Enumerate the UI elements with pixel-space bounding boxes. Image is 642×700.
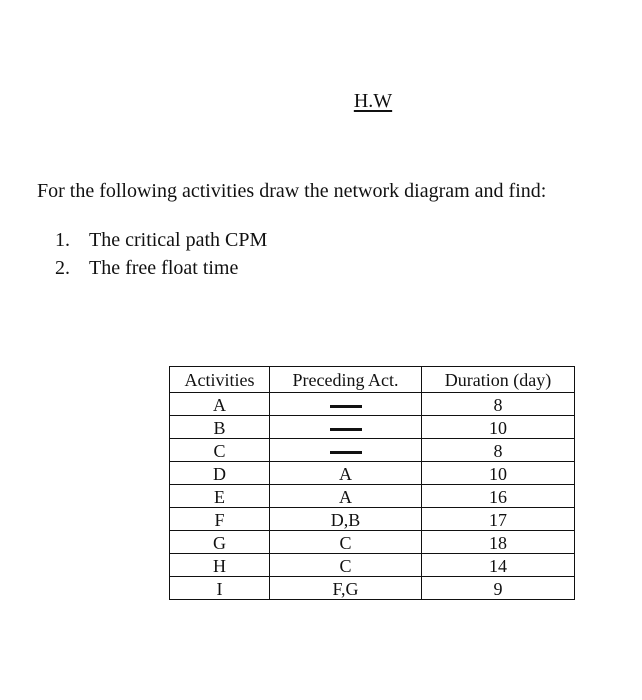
duration-cell: 10 — [422, 416, 575, 439]
task-list — [55, 226, 267, 282]
list-item-text: The critical path CPM — [89, 229, 268, 251]
activity-cell: C — [170, 439, 270, 462]
activity-cell: F — [170, 508, 270, 531]
table-row — [170, 416, 575, 439]
preceding-cell: D,B — [270, 508, 422, 531]
duration-cell: 10 — [422, 462, 575, 485]
activity-table — [169, 366, 575, 600]
column-header-activities: Activities — [170, 367, 270, 393]
activity-cell: B — [170, 416, 270, 439]
column-header-duration: Duration (day) — [422, 367, 575, 393]
duration-cell: 8 — [422, 439, 575, 462]
list-item — [55, 226, 267, 254]
preceding-cell: C — [270, 531, 422, 554]
preceding-cell: A — [270, 485, 422, 508]
preceding-cell — [270, 393, 422, 416]
activity-cell: E — [170, 485, 270, 508]
preceding-cell: A — [270, 462, 422, 485]
table-header-row — [170, 367, 575, 393]
table-row — [170, 485, 575, 508]
table-row — [170, 531, 575, 554]
list-item-number: 2. — [55, 257, 70, 279]
list-item-text: The free float time — [89, 257, 239, 279]
duration-cell: 16 — [422, 485, 575, 508]
none-dash — [330, 451, 362, 454]
preceding-cell — [270, 439, 422, 462]
column-header-preceding: Preceding Act. — [270, 367, 422, 393]
table-row — [170, 462, 575, 485]
duration-cell: 9 — [422, 577, 575, 600]
duration-cell: 17 — [422, 508, 575, 531]
table-row — [170, 577, 575, 600]
activity-cell: A — [170, 393, 270, 416]
duration-cell: 8 — [422, 393, 575, 416]
preceding-cell: F,G — [270, 577, 422, 600]
preceding-cell: C — [270, 554, 422, 577]
duration-cell: 18 — [422, 531, 575, 554]
table-row — [170, 439, 575, 462]
activity-cell: I — [170, 577, 270, 600]
table-row — [170, 393, 575, 416]
duration-cell: 14 — [422, 554, 575, 577]
list-item-number: 1. — [55, 229, 70, 251]
preceding-cell — [270, 416, 422, 439]
instruction-text: For the following activities draw the network diagram and find: — [37, 180, 547, 202]
page-title: H.W — [353, 90, 393, 112]
activity-cell: H — [170, 554, 270, 577]
activity-cell: D — [170, 462, 270, 485]
table-row — [170, 508, 575, 531]
activity-cell: G — [170, 531, 270, 554]
table-row — [170, 554, 575, 577]
none-dash — [330, 428, 362, 431]
list-item — [55, 254, 267, 282]
none-dash — [330, 405, 362, 408]
